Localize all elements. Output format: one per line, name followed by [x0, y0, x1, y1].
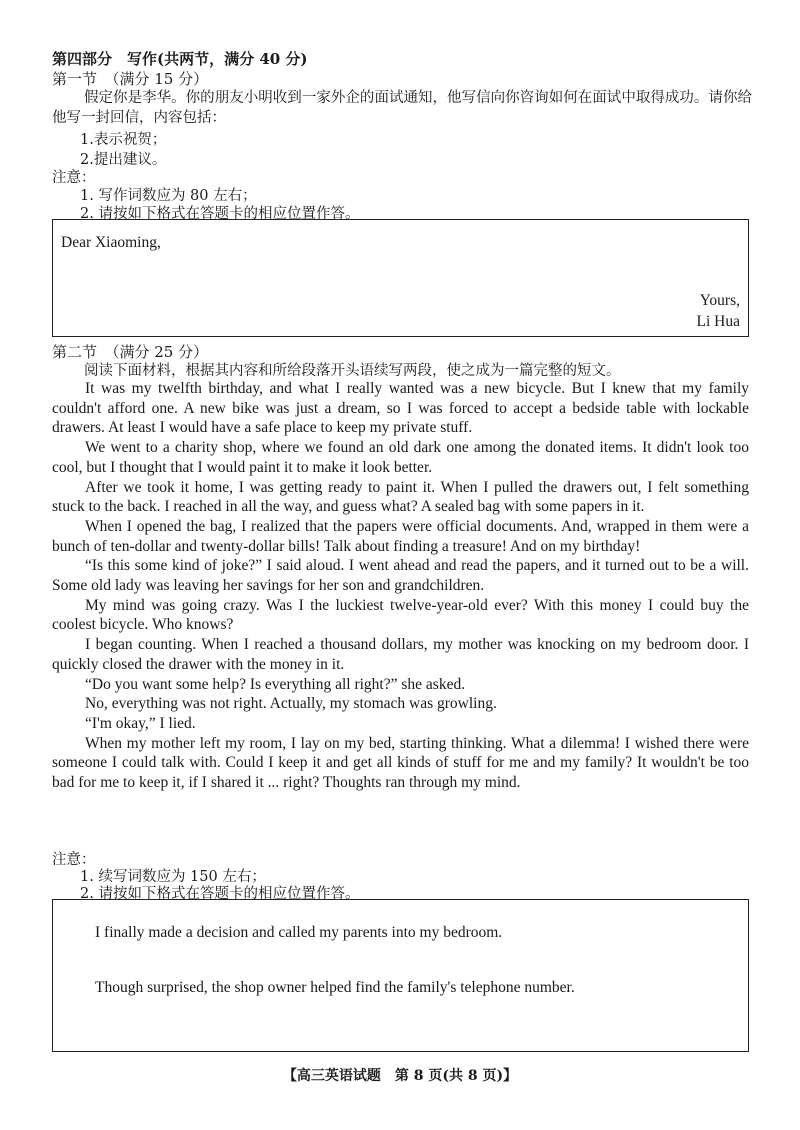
section2-note-1: 1. 续写词数应为 150 左右； [80, 869, 266, 885]
letter-answer-box [52, 219, 749, 337]
section2-note-label: 注意： [52, 852, 96, 868]
section1-item-1: 1.表示祝贺； [80, 132, 167, 148]
continuation-opening-2: Though surprised, the shop owner helped find the family's telephone number. [95, 979, 575, 996]
story-text [52, 379, 749, 793]
section1-item-2: 2.提出建议。 [80, 152, 167, 168]
section1-task: 假定你是李华。你的朋友小明收到一家外企的面试通知，他写信向你咨询如何在面试中取得成功。请你给他写一封回信，内容包括： [52, 90, 752, 126]
section2-heading: 第二节 （满分 25 分） [52, 343, 209, 361]
story-paragraph-3: After we took it home, I was getting ready to paint it. When I pulled the drawers out, I felt something stuck to the back. I reached in all the way, and guess what? A sealed bag with some papers in it. [52, 478, 749, 516]
story-paragraph-5: “Is this some kind of joke?” I said aloud. I went ahead and read the papers, and it turned out to be a will. Some old lady was leaving her savings for her son and grandchildren. [52, 557, 749, 595]
part-title: 第四部分 写作(共两节，满分 40 分) [52, 50, 308, 68]
letter-closing: Yours, [699, 292, 740, 309]
story-paragraph-7: I began counting. When I reached a thousand dollars, my mother was knocking on my bedroom door. I quickly closed the drawer with the money in it. [52, 636, 749, 673]
continuation-opening-1: I finally made a decision and called my parents into my bedroom. [95, 924, 503, 941]
story-paragraph-4: When I opened the bag, I realized that the papers were official documents. And, wrapped in them were a bunch of ten-dollar and twenty-dollar bills! Talk about finding a treasure! And on my birthday! [52, 517, 749, 555]
story-paragraph-10: “I'm okay,” I lied. [85, 714, 196, 732]
letter-signature: Li Hua [696, 313, 740, 330]
letter-signoff [697, 290, 740, 332]
section1-note-label: 注意： [52, 170, 96, 186]
story-paragraph-1: It was my twelfth birthday, and what I really wanted was a new bicycle. But I knew that my family couldn't afford one. A new bike was just a dream, so I was forced to accept a bedside table with lockable drawers. At least I would have a safe place to keep my private stuff. [52, 380, 749, 437]
continuation-answer-box [52, 899, 749, 1052]
section2-task: 阅读下面材料，根据其内容和所给段落开头语续写两段，使之成为一篇完整的短文。 [84, 363, 621, 379]
section2-note-2: 2. 请按如下格式在答题卡的相应位置作答。 [80, 886, 360, 902]
section1-note-1: 1. 写作词数应为 80 左右； [80, 188, 257, 204]
story-paragraph-11: When my mother left my room, I lay on my bed, starting thinking. What a dilemma! I wished there were someone I could talk with. Could I keep it and get all kinds of stuff for me and my family? It wouldn't be too bad for me to keep it, if I shared it ... right? Thoughts ran through my mind. [52, 734, 749, 792]
story-paragraph-6: My mind was going crazy. Was I the luckiest twelve-year-old ever? With this money I could buy the coolest bicycle. Who knows? [52, 596, 749, 634]
page-footer: 【高三英语试题 第 8 页(共 8 页)】 [282, 1068, 518, 1084]
story-paragraph-8: “Do you want some help? Is everything all right?” she asked. [85, 675, 466, 693]
letter-salutation: Dear Xiaoming, [61, 234, 161, 251]
section1-note-2: 2. 请按如下格式在答题卡的相应位置作答。 [80, 206, 360, 222]
story-paragraph-2: We went to a charity shop, where we found an old dark one among the donated items. It didn't look too cool, but I thought that I would paint it to make it look better. [52, 439, 749, 476]
section1-heading: 第一节 （满分 15 分） [52, 70, 209, 88]
story-paragraph-9: No, everything was not right. Actually, my stomach was growling. [85, 695, 497, 713]
